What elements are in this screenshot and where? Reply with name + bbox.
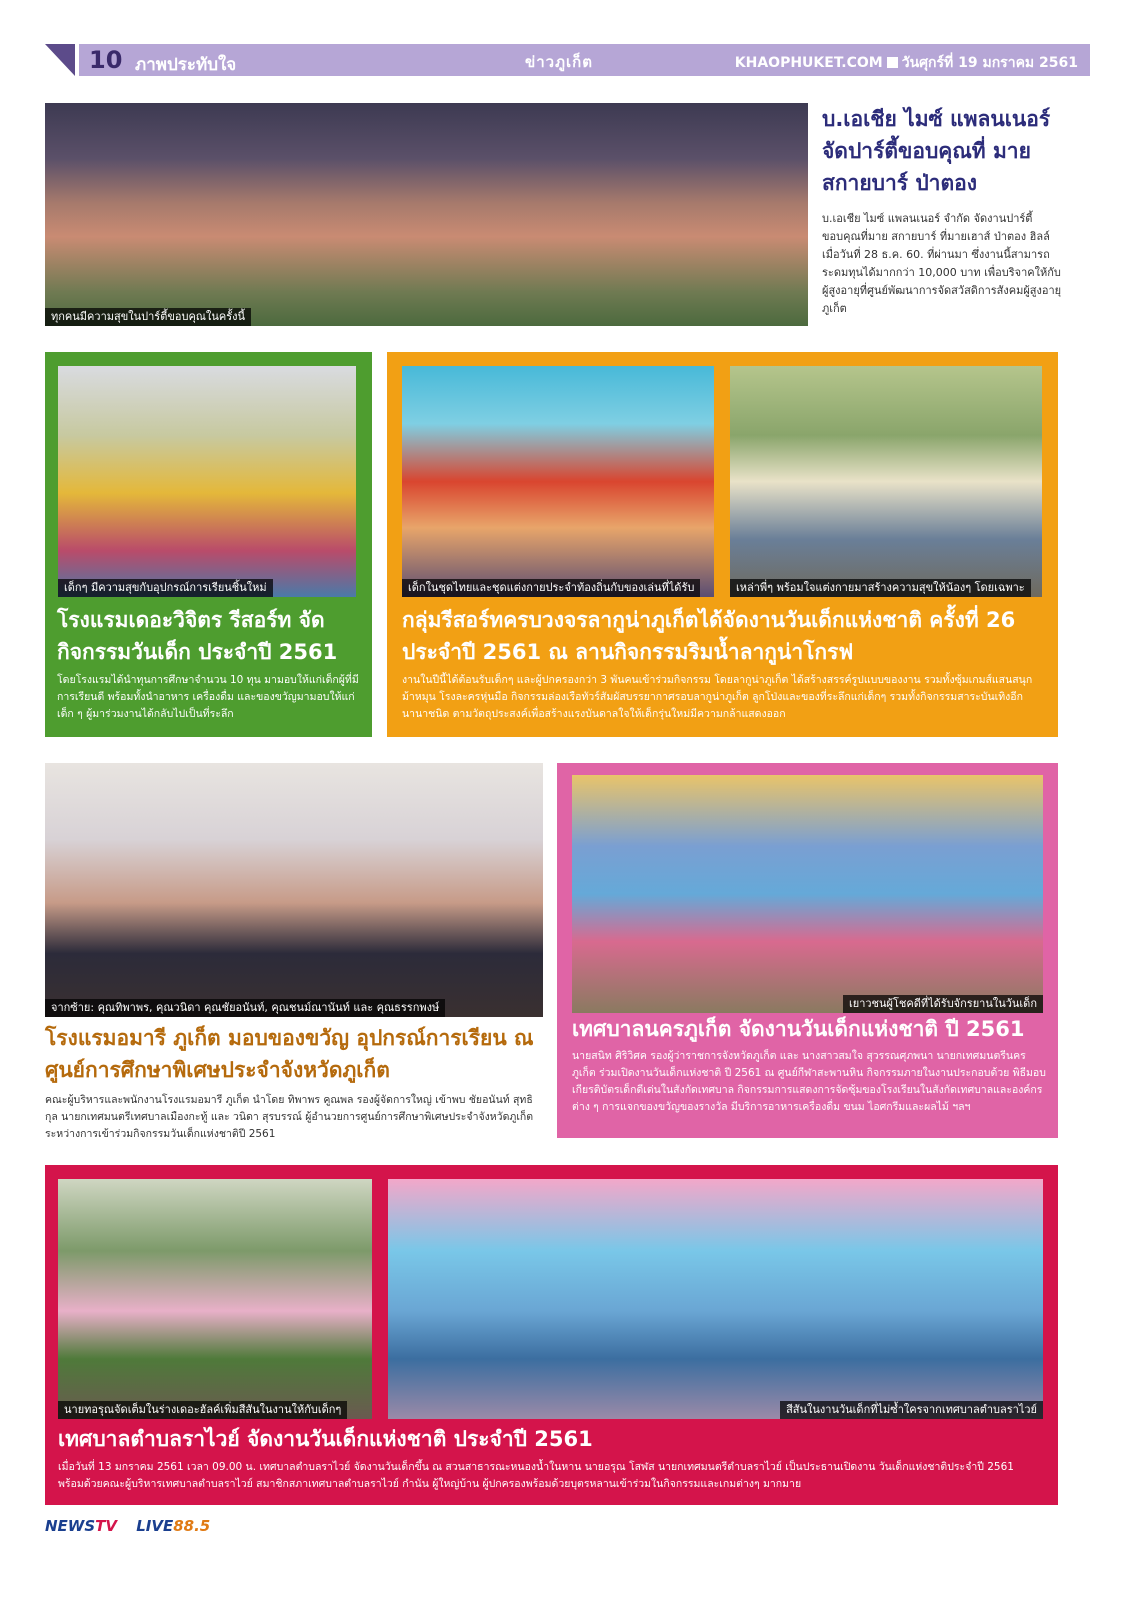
party-photo (45, 103, 808, 326)
page-number: 10 (89, 46, 123, 74)
story5-body: นายสนิท ศิริวิศค รองผู้ว่าราชการจังหวัดภูเก็ต และ นางสาวสมใจ สุวรรณศุภพนา นายกเทศมนตรีนครภูเก็ต ร่วมเปิดงานวันเด็กแห่งชาติ ปี 2561 ณ ศูนย์กีฬาสะพานหิน กิจกรรมภายในงานประกอบด้วย พิธีมอบเกียรติบัตรเด็กดีเด่นในสังกัดเทศบาล กิจกรรมการแสดงการจัดซุ้มของโรงเรียนในสังกัดเทศบาลและองค์กรต่าง ๆ การแจกของขวัญของรางวัล มีบริการอาหารเครื่องดื่ม ขนม ไอศกรีมและผลไม้ ฯลฯ (572, 1050, 1046, 1113)
amari-group-caption: จากซ้าย: คุณทิพาพร, คุณวนิดา คุณชัยอนันท์, คุณชนม์ณานันท์ และ คุณธรรกพงษ์ (45, 999, 445, 1017)
live-logo: LIVE (136, 1517, 174, 1535)
thai-costume-photo (402, 366, 714, 597)
story1-headline: บ.เอเชีย ไมซ์ แพลนเนอร์ จัดปาร์ตี้ขอบคุณที่ มาย สกายบาร์ ป่าตอง (822, 107, 1051, 195)
rawai-officials-caption: สีสันในงานวันเด็กที่ไม่ซ้ำใครจากเทศบาลตำบลราไวย์ (780, 1401, 1043, 1419)
issue-date: วันศุกร์ที่ 19 มกราคม 2561 (901, 55, 1078, 71)
section-title: ภาพประทับใจ (135, 55, 237, 75)
radio-frequency: 88.5 (173, 1517, 211, 1535)
bicycle-award-caption: เยาวชนผู้โชคดีที่ได้รับจักรยานในวันเด็ก (843, 995, 1043, 1013)
story2-body: โดยโรงแรมได้นำทุนการศึกษาจำนวน 10 ทุน มามอบให้แก่เด็กผู้ที่มีการเรียนดี พร้อมทั้งนำอาหาร เครื่องดื่ม และของขวัญมามอบให้แก่เด็ก ๆ ผู้มาร่วมงานได้กลับไปเป็นที่ระลึก (57, 674, 359, 720)
site-name: KHAOPHUKET.COM (734, 55, 883, 71)
costume-characters-photo (730, 366, 1042, 597)
story2-box (45, 352, 372, 737)
story5-headline: เทศบาลนครภูเก็ต จัดงานวันเด็กแห่งชาติ ปี 2561 (572, 1017, 1025, 1041)
story6-body: เมื่อวันที่ 13 มกราคม 2561 เวลา 09.00 น. เทศบาลตำบลราไวย์ จัดงานวันเด็กขึ้น ณ สวนสาธารณะหนองน้ำในหาน นายอรุณ โสฬส นายกเทศมนตรีตำบลราไวย์ เป็นประธานเปิดงาน วันเด็กแห่งชาติประจำปี 2561 พร้อมด้วยคณะผู้บริหารเทศบาลตำบลราไวย์ สมาชิกสภาเทศบาลตำบลราไวย์ กำนัน ผู้ใหญ่บ้าน ผู้ปกครองพร้อมด้วยบุตรหลานเข้าร่วมในกิจกรรมและเกมต่างๆ มากมาย (58, 1461, 1014, 1490)
story3-headline: กลุ่มรีสอร์ทครบวงจรลากูน่าภูเก็ตได้จัดงานวันเด็กแห่งชาติ ครั้งที่ 26 ประจำปี 2561 ณ ลานกิจกรรมริมน้ำลากูน่าโกรฟ (402, 608, 1016, 664)
story4-headline: โรงแรมอมารี ภูเก็ต มอบของขวัญ อุปกรณ์การเรียน ณ ศูนย์การศึกษาพิเศษประจำจังหวัดภูเก็ต (45, 1026, 534, 1082)
hulk-costume-photo (58, 1179, 372, 1419)
rawai-officials-photo (388, 1179, 1043, 1419)
amari-group-photo (45, 763, 543, 1017)
hulk-costume-caption: นายทอรุณจัดเต็มในร่างเดอะฮัลค์เพิ่มสีสันในงานให้กับเด็กๆ (58, 1401, 347, 1419)
story3-box (387, 352, 1058, 737)
story6-box (45, 1165, 1058, 1505)
footer-logos (45, 1517, 210, 1535)
party-photo-caption: ทุกคนมีความสุขในปาร์ตี้ขอบคุณในครั้งนี้ (45, 308, 251, 326)
corner-mark-icon (45, 44, 75, 76)
header-site-date (735, 52, 1078, 74)
story4-body: คณะผู้บริหารและพนักงานโรงแรมอมารี ภูเก็ต นำโดย ทิพาพร คูณพล รองผู้จัดการใหญ่ เข้าพบ ชัยอนันท์ สุทธิกุล นายกเทศมนตรีเทศบาลเมืองกะทู้ และ วนิดา สุรบรรณ์ ผู้อำนวยการศูนย์การศึกษาพิเศษประจำจังหวัดภูเก็ต ระหว่างการเข้าร่วมกิจกรรมวันเด็กแห่งชาติปี 2561 (45, 1094, 534, 1140)
bicycle-award-photo (572, 775, 1043, 1013)
story2-headline: โรงแรมเดอะวิจิตร รีสอร์ท จัดกิจกรรมวันเด็ก ประจำปี 2561 (57, 608, 338, 664)
news-logo: NEWS (45, 1517, 96, 1535)
school-supplies-caption: เด็กๆ มีความสุขกับอุปกรณ์การเรียนชิ้นใหม่ (58, 579, 273, 597)
page-header (45, 44, 1090, 76)
story3-body: งานในปีนี้ได้ต้อนรับเด็กๆ และผู้ปกครองกว่า 3 พันคนเข้าร่วมกิจกรรม โดยลากูน่าภูเก็ต ได้สร้างสรรค์รูปแบบของงาน รวมทั้งซุ้มเกมส์แสนสนุก ม้าหมุน โรงละครหุ่นมือ กิจกรรมล่องเรือทัวร์สัมผัสบรรยากาศรอบลากูน่าภูเก็ต ลูกโป่งและของที่ระลึกแก่เด็กๆ รวมทั้งกิจกรรมสาระบันเทิงอีกนานาชนิด ตามวัตถุประสงค์เพื่อสร้างแรงบันดาลใจให้เด็กรุ่นใหม่มีความกล้าแสดงออก (402, 674, 1033, 720)
story5-box (557, 763, 1058, 1138)
school-supplies-photo (58, 366, 356, 597)
newspaper-logo: ข่าวภูเก็ต (525, 53, 593, 71)
story1-body: บ.เอเชีย ไมซ์ แพลนเนอร์ จำกัด จัดงานปาร์ตี้ขอบคุณที่มาย สกายบาร์ ที่มายเฮาส์ ป่าตอง ฮิลล์ เมื่อวันที่ 28 ธ.ค. 60. ที่ผ่านมา ซึ่งงานนี้สามารถระดมทุนได้มากกว่า 10,000 บาท เพื่อบริจาคให้กับผู้สูงอายุที่ศูนย์พัฒนาการจัดสวัสดิการสังคมผู้สูงอายุภูเก็ต (822, 212, 1062, 315)
thai-costume-caption: เด็กในชุดไทยและชุดแต่งกายประจำท้องถิ่นกับของเล่นที่ได้รับ (402, 579, 700, 597)
story6-headline: เทศบาลตำบลราไวย์ จัดงานวันเด็กแห่งชาติ ประจำปี 2561 (58, 1427, 593, 1451)
square-bullet-icon (887, 57, 898, 68)
tv-logo: TV (95, 1517, 117, 1535)
costume-characters-caption: เหล่าพี่ๆ พร้อมใจแต่งกายมาสร้างความสุขให้น้องๆ โดยเฉพาะ (730, 579, 1031, 597)
